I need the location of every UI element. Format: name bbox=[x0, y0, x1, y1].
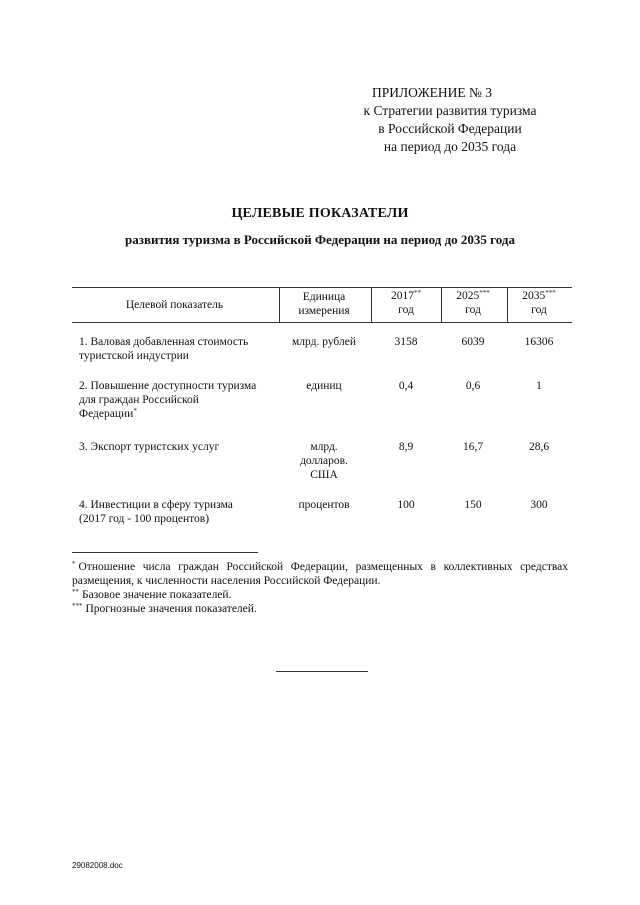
header-divider bbox=[371, 288, 372, 322]
footnote-mark: * bbox=[72, 560, 76, 568]
header-indicator: Целевой показатель bbox=[125, 299, 224, 311]
row-value-2017: 3158 bbox=[394, 336, 418, 348]
row-value-2025: 150 bbox=[464, 499, 482, 511]
title-block bbox=[0, 206, 640, 248]
row-unit: единиц bbox=[306, 380, 342, 392]
row-indicator-line: 1. Валовая добавленная стоимость bbox=[79, 336, 249, 348]
header-year-2025-word: год bbox=[465, 304, 481, 316]
row-indicator-line: (2017 год - 100 процентов) bbox=[79, 513, 210, 525]
footnote bbox=[72, 588, 568, 602]
footnote bbox=[72, 602, 568, 616]
header-year-2035-value: 2035 bbox=[522, 290, 546, 302]
row-value-2025: 16,7 bbox=[462, 441, 484, 453]
page-subtitle: развития туризма в Российской Федерации на период до 2035 года bbox=[125, 232, 515, 247]
footnote bbox=[72, 560, 568, 588]
page-title: ЦЕЛЕВЫЕ ПОКАЗАТЕЛИ bbox=[231, 206, 409, 221]
header-unit-line-1: Единица bbox=[302, 291, 346, 303]
header-year-2017 bbox=[375, 288, 437, 323]
row-value-2035: 1 bbox=[536, 380, 542, 392]
row-value-2017: 8,9 bbox=[398, 441, 414, 453]
row-unit-line: США bbox=[310, 469, 338, 481]
row-value-2025: 6039 bbox=[461, 336, 485, 348]
footnote-text: Прогнозные значения показателей. bbox=[85, 603, 257, 615]
row-unit-line: млрд. bbox=[310, 441, 338, 453]
row-unit: процентов bbox=[298, 499, 350, 511]
row-unit bbox=[279, 440, 369, 482]
table-header bbox=[72, 287, 572, 323]
header-year-2035 bbox=[508, 288, 570, 323]
row-unit: млрд. рублей bbox=[292, 336, 356, 348]
header-year-2017-word: год bbox=[398, 304, 414, 316]
row-indicator-line: 2. Повышение доступности туризма bbox=[79, 380, 257, 392]
end-of-document-rule bbox=[276, 671, 368, 672]
document-filename: 29082008.doc bbox=[72, 861, 123, 870]
row-value-2025: 0,6 bbox=[465, 380, 481, 392]
row-indicator bbox=[79, 335, 284, 363]
header-unit-line-2: измерения bbox=[298, 305, 350, 317]
row-value-2035: 300 bbox=[530, 499, 548, 511]
row-indicator bbox=[79, 440, 284, 454]
row-value-2035: 16306 bbox=[524, 336, 554, 348]
header-year-2025-value: 2025 bbox=[456, 290, 480, 302]
footnote-mark: ** bbox=[72, 588, 79, 596]
indicators-table bbox=[72, 287, 572, 525]
row-indicator-line: 4. Инвестиции в сферу туризма bbox=[79, 499, 233, 511]
footnote-text: Базовое значение показателей. bbox=[82, 589, 232, 601]
header-year-2017-mark: ** bbox=[414, 289, 421, 297]
appendix-header bbox=[300, 84, 600, 156]
footnote-separator bbox=[72, 552, 258, 553]
appendix-line-2: к Стратегии развития туризма bbox=[363, 103, 537, 118]
header-year-2035-word: год bbox=[531, 304, 547, 316]
header-unit bbox=[279, 288, 369, 324]
row-value-2035: 28,6 bbox=[528, 441, 550, 453]
row-indicator bbox=[79, 379, 284, 421]
row-indicator-line: Федерации bbox=[79, 408, 134, 420]
footnotes bbox=[72, 560, 568, 616]
appendix-line-4: на период до 2035 года bbox=[383, 139, 517, 154]
row-unit-line: долларов. bbox=[300, 455, 348, 467]
row-indicator-line: для граждан Российской bbox=[79, 394, 199, 406]
header-year-2025-mark: *** bbox=[479, 289, 490, 297]
appendix-line-3: в Российской Федерации bbox=[378, 121, 522, 136]
header-year-2017-value: 2017 bbox=[391, 290, 414, 302]
row-indicator-line: туристской индустрии bbox=[79, 350, 189, 362]
header-year-2035-mark: *** bbox=[545, 289, 556, 297]
row-value-2017: 0,4 bbox=[398, 380, 414, 392]
appendix-number: ПРИЛОЖЕНИЕ № 3 bbox=[372, 85, 493, 100]
footnote-text: Отношение числа граждан Российской Федерации, размещенных в коллективных средствах размещения, к численности населения Российской Федерации. bbox=[72, 561, 568, 587]
footnote-mark: * bbox=[133, 407, 137, 415]
row-value-2017: 100 bbox=[397, 499, 415, 511]
footnote-mark: *** bbox=[72, 602, 83, 610]
row-indicator-line: 3. Экспорт туристских услуг bbox=[79, 441, 220, 453]
row-indicator bbox=[79, 498, 284, 526]
header-year-2025 bbox=[442, 288, 504, 323]
